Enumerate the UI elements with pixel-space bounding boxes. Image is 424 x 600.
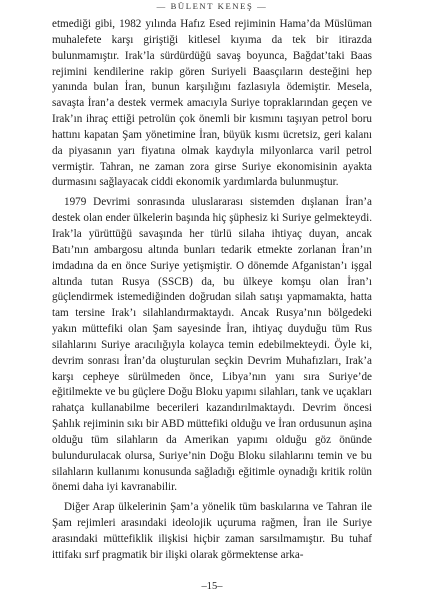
paragraph-2: 1979 Devrimi sonrasında uluslararası sistemden dışlanan İran’a destek olan ender ülkelerin başında hiç şüphesiz ki Suriye gelmekteydi. Irak’la yürüttüğü savaşında her türlü silaha ihtiyaç duyan, ancak Batı’nın ambargosu altında bunları tedarik etmekte zorlanan İran’ın imdadına da en önce Suriye yetişmiştir. O dönemde Afganistan’ı işgal altında tutan Rusya (SSCB) da, bu ülkeye komşu olan İran’ı güçlendirmek istemediğinden doğrudan silah satışı yapmamakta, hatta tam tersine Irak’ı silahlandırmaktaydı. Ancak Rusya’nın bölgedeki yakın müttefiki olan Şam sayesinde İran, ihtiyaç duyduğu tüm Rus silahlarını Suriye aracılığıyla kolayca temin edebilmekteydi. Öyle ki, devrim sonrası İran’da oluşturulan seçkin Devrim Muhafızları, Irak’a karşı cepheye sürülmeden önce, Libya’nın yanı sıra Suriye’de eğitilmekte ve bu güçlere Doğu Bloku yapımı silahları, tank ve uçakları rahatça kullanabilme becerileri kazandırılmaktaydı. Devrim öncesi Şahlık rejiminin sıkı bir ABD müttefiki olduğu ve İran ordusunun aşina olduğu tüm silahların da Amerikan yapımı olduğu göz önünde bulundurulacak olursa, Suriye’nin Doğu Bloku silahlarını temin ve bu silahların kullanımı konusunda sağladığı eğitimle oynadığı kritik rolün önemi daha iyi kavranabilir.	[52, 196, 372, 494]
body-text	[52, 17, 372, 564]
page-number: –15–	[201, 581, 223, 592]
paragraph-3: Diğer Arap ülkelerinin Şam’a yönelik tüm baskılarına ve Tahran ile Şam rejimleri arasındaki ideolojik uçuruma rağmen, İran ile Suriye arasındaki müttefiklik ilişkisi hiçbir zaman sarsılmamıştır. Bu tuhaf ittifakı sırf pragmatik bir ilişki olarak görmektense arka-	[52, 501, 372, 561]
paragraph-1: etmediği gibi, 1982 yılında Hafız Esed rejiminin Hama’da Müslüman muhalefete karşı giriştiği kitlesel kıyıma da tek bir itirazda bulunmamıştır. Irak’la sürdürdüğü savaş boyunca, Bağdat’taki Baas rejimini kendilerine rakip gören Suriyeli Baasçıların desteğini hep yanında bulan İran, bunun karşılığını fazlasıyla ödemiştir. Mesela, savaşta İran’a destek vermek amacıyla Suriye topraklarından geçen ve Irak’ın ihraç ettiği petrolün çok önemli bir kısmını taşıyan petrol boru hattını kapatan Şam yönetimine İran, büyük kısmı ücretsiz, geri kalanı da piyasanın yarı fiyatına olmak kaydıyla milyonlarca varil petrol vermiştir. Tahran, ne zaman zora girse Suriye ekonomisinin ayakta durmasını sağlayacak ciddi ekonomik yardımlarda bulunmuştur.	[52, 18, 372, 189]
running-header: — BÜLENT KENEŞ —	[156, 1, 268, 11]
